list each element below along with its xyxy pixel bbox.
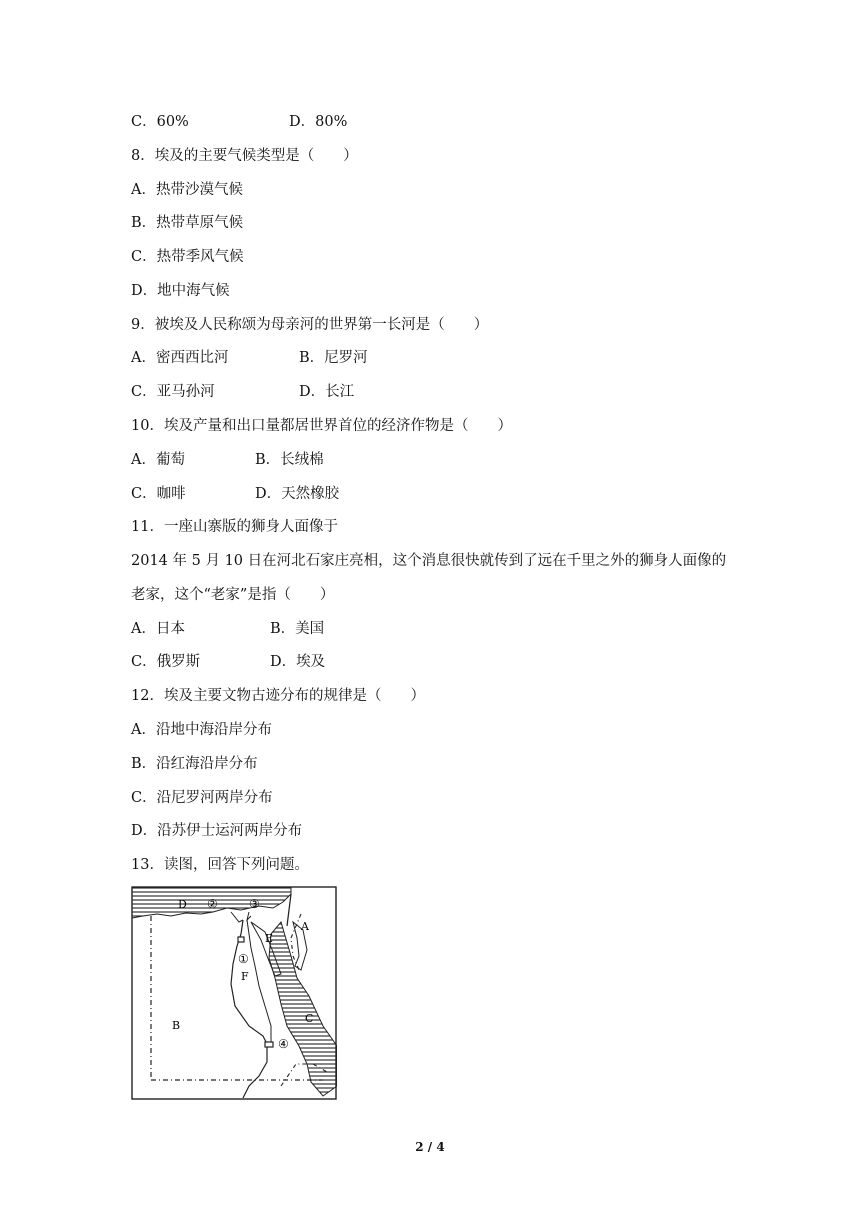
egypt-map-figure: [131, 886, 337, 1100]
q10-option-d: D．天然橡胶: [255, 486, 340, 502]
red-sea: [269, 922, 337, 1096]
q7-option-c: C．60%: [131, 114, 189, 130]
q8-stem: 8．埃及的主要气候类型是（ ）: [131, 148, 358, 164]
q11-option-b: B．美国: [270, 621, 325, 637]
q11-stem-line1: 11．一座山寨版的狮身人面像于: [131, 519, 338, 535]
q12-option-b: B．沿红海沿岸分布: [131, 756, 258, 772]
q12-option-d: D．沿苏伊士运河两岸分布: [131, 823, 303, 839]
q11-option-d: D．埃及: [270, 654, 326, 670]
q9-option-a: A．密西西比河: [131, 350, 229, 366]
q10-option-c: C．咖啡: [131, 486, 186, 502]
q9-option-b: B．尼罗河: [299, 350, 368, 366]
cairo-marker: [238, 937, 244, 942]
q9-stem: 9．被埃及人民称颂为母亲河的世界第一长河是（ ）: [131, 317, 489, 333]
label-a: A: [301, 920, 309, 933]
page-number: 2 / 4: [415, 1140, 445, 1154]
q8-option-b: B．热带草原气候: [131, 215, 244, 231]
q10-option-a: A．葡萄: [131, 452, 185, 468]
q11-option-c: C．俄罗斯: [131, 654, 201, 670]
q7-option-d: D．80%: [289, 114, 348, 130]
q9-option-d: D．长江: [299, 384, 355, 400]
label-circle-2: ②: [207, 897, 218, 911]
q11-stem-line2: 2014 年 5 月 10 日在河北石家庄亮相，这个消息很快就传到了远在千里之外的狮身人面像的: [131, 553, 727, 569]
q8-option-a: A．热带沙漠气候: [131, 182, 243, 198]
q9-option-c: C．亚马孙河: [131, 384, 215, 400]
q10-stem: 10．埃及产量和出口量都居世界首位的经济作物是（ ）: [131, 418, 512, 434]
nile-river: [231, 920, 267, 1098]
label-f: F: [241, 970, 249, 983]
label-circle-3: ③: [249, 897, 260, 911]
q8-option-c: C．热带季风气候: [131, 249, 244, 265]
label-d: D: [178, 898, 187, 911]
q12-stem: 12．埃及主要文物古迹分布的规律是（ ）: [131, 688, 425, 704]
label-b: B: [172, 1019, 181, 1032]
label-circle-1: ①: [238, 952, 249, 966]
label-circle-4: ④: [278, 1037, 289, 1051]
q12-option-a: A．沿地中海沿岸分布: [131, 722, 272, 738]
label-e: E: [265, 932, 274, 945]
q11-option-a: A．日本: [131, 621, 185, 637]
q10-option-b: B．长绒棉: [255, 452, 324, 468]
label-c: C: [305, 1012, 314, 1025]
q13-stem: 13．读图，回答下列问题。: [131, 857, 309, 873]
q8-option-d: D．地中海气候: [131, 283, 230, 299]
q11-stem-line3: 老家，这个“老家”是指（ ）: [131, 587, 335, 603]
q12-option-c: C．沿尼罗河两岸分布: [131, 790, 273, 806]
aswan-marker: [265, 1042, 273, 1047]
